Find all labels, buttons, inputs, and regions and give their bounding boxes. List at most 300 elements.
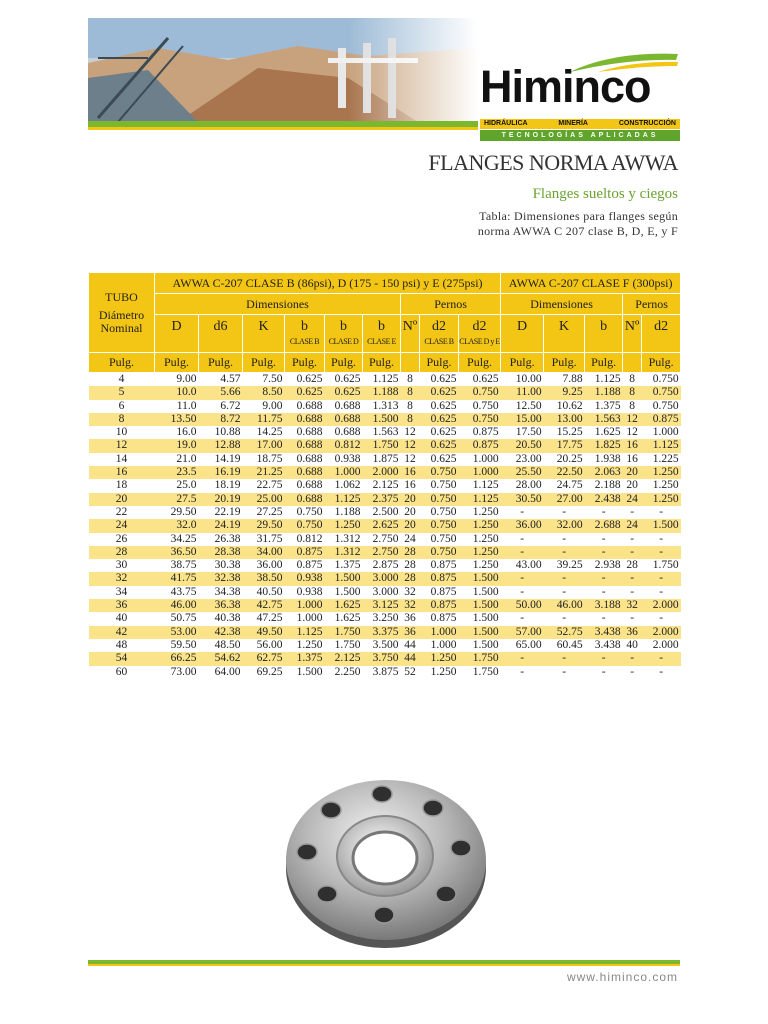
- table-cell: 8: [623, 400, 642, 413]
- table-cell: 22.75: [243, 479, 285, 492]
- table-row: [89, 439, 681, 452]
- table-cell: 28: [401, 546, 420, 559]
- table-cell: 0.750: [642, 386, 681, 399]
- logo-tagline: TECNOLOGÍAS APLICADAS: [480, 130, 680, 141]
- nominal-diameter-cell: 32: [89, 572, 155, 585]
- col-header-d6: d6: [199, 315, 243, 353]
- table-cell: 20: [401, 519, 420, 532]
- table-cell: 1.500: [325, 586, 363, 599]
- table-cell: 0.625: [325, 386, 363, 399]
- table-row: [89, 506, 681, 519]
- table-row: [89, 612, 681, 625]
- table-cell: 0.625: [285, 386, 325, 399]
- table-cell: 28.00: [501, 479, 544, 492]
- col-header-clase-e: CLASE E: [367, 336, 396, 346]
- table-cell: 1.750: [642, 559, 681, 572]
- table-cell: 36: [401, 626, 420, 639]
- table-cell: 46.00: [544, 599, 585, 612]
- table-cell: 1.250: [459, 533, 501, 546]
- table-cell: 32: [401, 599, 420, 612]
- table-cell: 64.00: [199, 666, 243, 679]
- table-cell: 2.125: [325, 652, 363, 665]
- table-cell: -: [585, 666, 623, 679]
- table-cell: 1.000: [459, 466, 501, 479]
- table-cell: 21.25: [243, 466, 285, 479]
- table-cell: 3.000: [363, 586, 401, 599]
- table-cell: 1.125: [585, 373, 623, 387]
- table-cell: 24.75: [544, 479, 585, 492]
- table-cell: -: [501, 586, 544, 599]
- table-cell: 1.312: [325, 533, 363, 546]
- table-cell: 1.125: [363, 373, 401, 387]
- table-cell: 1.125: [325, 493, 363, 506]
- table-cell: 8: [401, 400, 420, 413]
- table-cell: 47.25: [243, 612, 285, 625]
- table-cell: 11.00: [501, 386, 544, 399]
- table-cell: 0.938: [325, 453, 363, 466]
- table-cell: 36: [401, 612, 420, 625]
- table-cell: 2.688: [585, 519, 623, 532]
- table-row: [89, 426, 681, 439]
- table-cell: 1.938: [585, 453, 623, 466]
- table-cell: 34.25: [155, 533, 199, 546]
- col-header-D-f: D: [501, 315, 544, 353]
- table-cell: 0.750: [285, 506, 325, 519]
- table-cell: 16.0: [155, 426, 199, 439]
- table-cell: 4.57: [199, 373, 243, 387]
- table-cell: 14.25: [243, 426, 285, 439]
- table-row: [89, 493, 681, 506]
- table-cell: 36: [623, 626, 642, 639]
- table-cell: 5.66: [199, 386, 243, 399]
- table-cell: 2.875: [363, 559, 401, 572]
- table-cell: 17.75: [544, 439, 585, 452]
- table-cell: 0.688: [285, 426, 325, 439]
- table-cell: 3.188: [585, 599, 623, 612]
- table-cell: 12.88: [199, 439, 243, 452]
- nominal-diameter-cell: 18: [89, 479, 155, 492]
- table-cell: 22.50: [544, 466, 585, 479]
- table-cell: 0.875: [285, 546, 325, 559]
- table-cell: 30.38: [199, 559, 243, 572]
- table-cell: 11.0: [155, 400, 199, 413]
- table-cell: 0.875: [420, 612, 459, 625]
- table-cell: 46.00: [155, 599, 199, 612]
- nominal-diameter-cell: 42: [89, 626, 155, 639]
- table-cell: 1.500: [459, 612, 501, 625]
- unit-cell: Pulg.: [585, 353, 623, 373]
- unit-cell: Pulg.: [642, 353, 681, 373]
- table-cell: -: [501, 666, 544, 679]
- nominal-diameter-cell: 16: [89, 466, 155, 479]
- table-cell: 1.375: [285, 652, 325, 665]
- logo-tag-mineria: MINERÍA: [558, 120, 588, 127]
- table-cell: 6.72: [199, 400, 243, 413]
- table-cell: 7.50: [243, 373, 285, 387]
- table-cell: 1.563: [585, 413, 623, 426]
- table-cell: 0.750: [420, 493, 459, 506]
- table-row: [89, 479, 681, 492]
- table-cell: 32.0: [155, 519, 199, 532]
- table-cell: 22.19: [199, 506, 243, 519]
- table-cell: 29.50: [243, 519, 285, 532]
- table-cell: 1.625: [325, 599, 363, 612]
- table-cell: 38.75: [155, 559, 199, 572]
- table-cell: 15.00: [501, 413, 544, 426]
- table-row: [89, 466, 681, 479]
- nominal-diameter-cell: 26: [89, 533, 155, 546]
- table-row: [89, 413, 681, 426]
- pernos-header-f: Pernos: [623, 294, 681, 315]
- unit-cell: Pulg.: [155, 353, 199, 373]
- table-cell: -: [544, 506, 585, 519]
- table-cell: 43.75: [155, 586, 199, 599]
- table-cell: 1.563: [363, 426, 401, 439]
- table-row: [89, 652, 681, 665]
- nominal-diameter-cell: 20: [89, 493, 155, 506]
- header-divider-yellow: [88, 127, 478, 130]
- table-cell: 0.688: [285, 453, 325, 466]
- page-subtitle: Flanges sueltos y ciegos: [532, 186, 678, 202]
- table-cell: 2.375: [363, 493, 401, 506]
- table-cell: -: [642, 546, 681, 559]
- table-cell: 52.75: [544, 626, 585, 639]
- table-row: [89, 639, 681, 652]
- table-cell: 29.50: [155, 506, 199, 519]
- table-cell: 1.250: [420, 652, 459, 665]
- table-cell: 0.688: [325, 426, 363, 439]
- col-header-b-clase-b: [285, 315, 325, 353]
- table-cell: 9.25: [544, 386, 585, 399]
- unit-cell-empty: [401, 353, 420, 373]
- table-cell: 0.688: [285, 479, 325, 492]
- table-cell: 17.50: [501, 426, 544, 439]
- col-header-d2-f: d2: [642, 315, 681, 353]
- unit-cell: Pulg.: [243, 353, 285, 373]
- table-cell: 1.000: [325, 466, 363, 479]
- table-cell: 1.750: [363, 439, 401, 452]
- tubo-header: [89, 273, 155, 353]
- table-cell: -: [544, 652, 585, 665]
- table-cell: 17.00: [243, 439, 285, 452]
- dimensiones-header-f: Dimensiones: [501, 294, 623, 315]
- table-cell: 0.750: [459, 400, 501, 413]
- table-cell: 8: [401, 413, 420, 426]
- table-row: [89, 519, 681, 532]
- table-cell: -: [623, 612, 642, 625]
- table-cell: -: [642, 612, 681, 625]
- table-cell: 48.50: [199, 639, 243, 652]
- table-cell: -: [544, 533, 585, 546]
- table-cell: 1.188: [585, 386, 623, 399]
- table-row: [89, 586, 681, 599]
- unit-cell-empty: [623, 353, 642, 373]
- table-cell: 0.750: [420, 546, 459, 559]
- table-cell: 2.938: [585, 559, 623, 572]
- table-cell: 32.00: [544, 519, 585, 532]
- table-cell: 20.25: [544, 453, 585, 466]
- table-cell: 50.00: [501, 599, 544, 612]
- table-cell: 1.500: [459, 586, 501, 599]
- table-cell: -: [623, 586, 642, 599]
- table-cell: 2.188: [585, 479, 623, 492]
- table-cell: 1.000: [642, 426, 681, 439]
- table-cell: 27.00: [544, 493, 585, 506]
- nominal-diameter-cell: 22: [89, 506, 155, 519]
- table-cell: 0.875: [459, 426, 501, 439]
- table-cell: 3.438: [585, 639, 623, 652]
- table-cell: -: [623, 506, 642, 519]
- table-cell: 1.000: [420, 639, 459, 652]
- table-cell: 28: [401, 572, 420, 585]
- table-cell: 1.125: [459, 493, 501, 506]
- table-cell: 24: [623, 519, 642, 532]
- table-cell: -: [642, 652, 681, 665]
- table-cell: 24.19: [199, 519, 243, 532]
- table-cell: 25.50: [501, 466, 544, 479]
- table-row: [89, 533, 681, 546]
- table-cell: 0.812: [325, 439, 363, 452]
- unit-cell: Pulg.: [285, 353, 325, 373]
- table-cell: 0.688: [325, 413, 363, 426]
- table-cell: 0.875: [420, 586, 459, 599]
- table-cell: 0.625: [420, 453, 459, 466]
- table-cell: 40: [623, 639, 642, 652]
- table-cell: 1.250: [325, 519, 363, 532]
- table-cell: 28: [623, 559, 642, 572]
- table-cell: -: [544, 612, 585, 625]
- nominal-diameter-cell: 4: [89, 373, 155, 387]
- group-header-clase-f: AWWA C-207 CLASE F (300psi): [501, 273, 681, 294]
- table-cell: 8: [623, 373, 642, 387]
- table-cell: 1.250: [642, 466, 681, 479]
- table-cell: 30.50: [501, 493, 544, 506]
- table-cell: 1.312: [325, 546, 363, 559]
- table-cell: 12: [401, 439, 420, 452]
- table-cell: 60.45: [544, 639, 585, 652]
- table-cell: 0.625: [420, 439, 459, 452]
- table-cell: 53.00: [155, 626, 199, 639]
- table-cell: 1.825: [585, 439, 623, 452]
- table-cell: 12.50: [501, 400, 544, 413]
- col-header-d2-clase-de: [459, 315, 501, 353]
- table-cell: 1.250: [459, 559, 501, 572]
- table-cell: -: [501, 652, 544, 665]
- unit-cell: Pulg.: [544, 353, 585, 373]
- table-cell: -: [642, 533, 681, 546]
- table-cell: 49.50: [243, 626, 285, 639]
- col-header-numero: Nº: [401, 315, 420, 353]
- table-cell: 0.875: [420, 572, 459, 585]
- table-cell: 23.5: [155, 466, 199, 479]
- table-cell: -: [501, 533, 544, 546]
- flange-image: [281, 770, 491, 950]
- table-cell: 0.750: [420, 533, 459, 546]
- table-cell: 20.50: [501, 439, 544, 452]
- table-cell: 1.250: [420, 666, 459, 679]
- table-cell: -: [623, 666, 642, 679]
- group-header-clase-bde: AWWA C-207 CLASE B (86psi), D (175 - 150 psi) y E (275psi): [155, 273, 501, 294]
- table-cell: 19.0: [155, 439, 199, 452]
- table-cell: 26.38: [199, 533, 243, 546]
- table-cell: 8: [401, 373, 420, 387]
- table-cell: 1.250: [459, 546, 501, 559]
- nominal-diameter-cell: 36: [89, 599, 155, 612]
- table-row: [89, 386, 681, 399]
- table-row: [89, 626, 681, 639]
- table-cell: 1.000: [420, 626, 459, 639]
- himinco-logo: [478, 50, 682, 142]
- footer-divider-yellow: [88, 964, 680, 966]
- table-cell: -: [501, 572, 544, 585]
- table-cell: -: [585, 586, 623, 599]
- tubo-label: TUBO: [105, 289, 138, 304]
- unit-cell: Pulg.: [420, 353, 459, 373]
- table-cell: 20: [401, 493, 420, 506]
- table-cell: -: [585, 612, 623, 625]
- table-cell: 34.00: [243, 546, 285, 559]
- banner-fade: [348, 18, 478, 122]
- table-cell: 28.38: [199, 546, 243, 559]
- col-header-clase-b: CLASE B: [424, 336, 454, 346]
- table-cell: 20: [623, 466, 642, 479]
- table-cell: 38.50: [243, 572, 285, 585]
- logo-wordmark: Himinco: [480, 61, 651, 112]
- table-cell: 0.750: [459, 386, 501, 399]
- table-cell: 0.750: [642, 373, 681, 387]
- unit-cell: Pulg.: [501, 353, 544, 373]
- header-photo-banner: [88, 18, 478, 122]
- col-header-b-f: b: [585, 315, 623, 353]
- table-cell: 11.75: [243, 413, 285, 426]
- table-cell: 9.00: [243, 400, 285, 413]
- nominal-diameter-cell: 5: [89, 386, 155, 399]
- table-cell: 3.000: [363, 572, 401, 585]
- col-header-clase-de: CLASE D y E: [459, 336, 500, 346]
- table-cell: 0.688: [285, 400, 325, 413]
- table-cell: -: [544, 572, 585, 585]
- table-header: [89, 273, 681, 373]
- table-cell: 13.00: [544, 413, 585, 426]
- table-cell: 0.750: [642, 400, 681, 413]
- table-cell: 27.25: [243, 506, 285, 519]
- table-cell: 34.38: [199, 586, 243, 599]
- table-row: [89, 572, 681, 585]
- table-cell: 1.500: [459, 572, 501, 585]
- table-cell: 3.375: [363, 626, 401, 639]
- unit-cell: Pulg.: [363, 353, 401, 373]
- table-cell: 24: [623, 493, 642, 506]
- table-cell: 2.250: [325, 666, 363, 679]
- nominal-diameter-cell: 40: [89, 612, 155, 625]
- table-cell: -: [623, 572, 642, 585]
- table-cell: 0.688: [285, 466, 325, 479]
- table-cell: 8.72: [199, 413, 243, 426]
- table-cell: 12: [623, 426, 642, 439]
- table-cell: 3.875: [363, 666, 401, 679]
- table-row: [89, 373, 681, 387]
- table-cell: 66.25: [155, 652, 199, 665]
- table-cell: 2.625: [363, 519, 401, 532]
- nominal-diameter-cell: 6: [89, 400, 155, 413]
- table-cell: 1.250: [459, 506, 501, 519]
- table-cell: 0.688: [285, 439, 325, 452]
- table-cell: 1.188: [363, 386, 401, 399]
- table-cell: -: [642, 586, 681, 599]
- table-cell: 0.875: [420, 559, 459, 572]
- table-cell: 8: [623, 386, 642, 399]
- table-cell: 12: [401, 426, 420, 439]
- nominal-diameter-cell: 12: [89, 439, 155, 452]
- table-row: [89, 599, 681, 612]
- col-header-K-f: K: [544, 315, 585, 353]
- table-cell: -: [623, 546, 642, 559]
- page-title: FLANGES NORMA AWWA: [428, 150, 678, 175]
- table-cell: -: [585, 533, 623, 546]
- table-cell: 1.625: [325, 612, 363, 625]
- table-cell: 3.438: [585, 626, 623, 639]
- col-header-clase-d: CLASE D: [328, 336, 359, 346]
- table-cell: 0.688: [285, 493, 325, 506]
- col-header-numero-f: Nº: [623, 315, 642, 353]
- logo-tag-hidraulica: HIDRÁULICA: [484, 120, 528, 127]
- table-cell: 36.50: [155, 546, 199, 559]
- table-cell: 2.500: [363, 506, 401, 519]
- unit-cell: Pulg.: [459, 353, 501, 373]
- table-cell: 1.500: [285, 666, 325, 679]
- table-cell: 0.625: [285, 373, 325, 387]
- col-header-K: K: [243, 315, 285, 353]
- table-cell: 1.125: [642, 439, 681, 452]
- nominal-label-1: Diámetro: [98, 308, 145, 323]
- col-header-b-symbol: b: [301, 319, 308, 334]
- table-cell: 2.125: [363, 479, 401, 492]
- table-cell: 54.62: [199, 652, 243, 665]
- table-cell: 1.500: [325, 572, 363, 585]
- table-cell: 3.500: [363, 639, 401, 652]
- nominal-diameter-cell: 24: [89, 519, 155, 532]
- table-cell: -: [544, 586, 585, 599]
- table-cell: 0.938: [285, 572, 325, 585]
- table-cell: 59.50: [155, 639, 199, 652]
- table-cell: 27.5: [155, 493, 199, 506]
- table-cell: 16: [623, 439, 642, 452]
- table-cell: 1.250: [459, 519, 501, 532]
- table-cell: 2.750: [363, 546, 401, 559]
- table-cell: 0.625: [420, 386, 459, 399]
- table-cell: 1.500: [459, 639, 501, 652]
- nominal-diameter-cell: 54: [89, 652, 155, 665]
- table-cell: 0.750: [420, 479, 459, 492]
- table-cell: 2.000: [642, 639, 681, 652]
- table-cell: 3.125: [363, 599, 401, 612]
- table-cell: 40.38: [199, 612, 243, 625]
- table-cell: 9.00: [155, 373, 199, 387]
- table-cell: 14.19: [199, 453, 243, 466]
- table-cell: 1.500: [459, 599, 501, 612]
- table-cell: 1.625: [585, 426, 623, 439]
- unit-cell: Pulg.: [325, 353, 363, 373]
- table-cell: 1.375: [585, 400, 623, 413]
- table-cell: 20: [623, 479, 642, 492]
- table-cell: -: [585, 652, 623, 665]
- table-cell: 20.19: [199, 493, 243, 506]
- table-row: [89, 666, 681, 679]
- nominal-diameter-cell: 30: [89, 559, 155, 572]
- table-cell: 0.625: [420, 413, 459, 426]
- col-header-d2-clase-b: [420, 315, 459, 353]
- table-cell: 0.625: [420, 426, 459, 439]
